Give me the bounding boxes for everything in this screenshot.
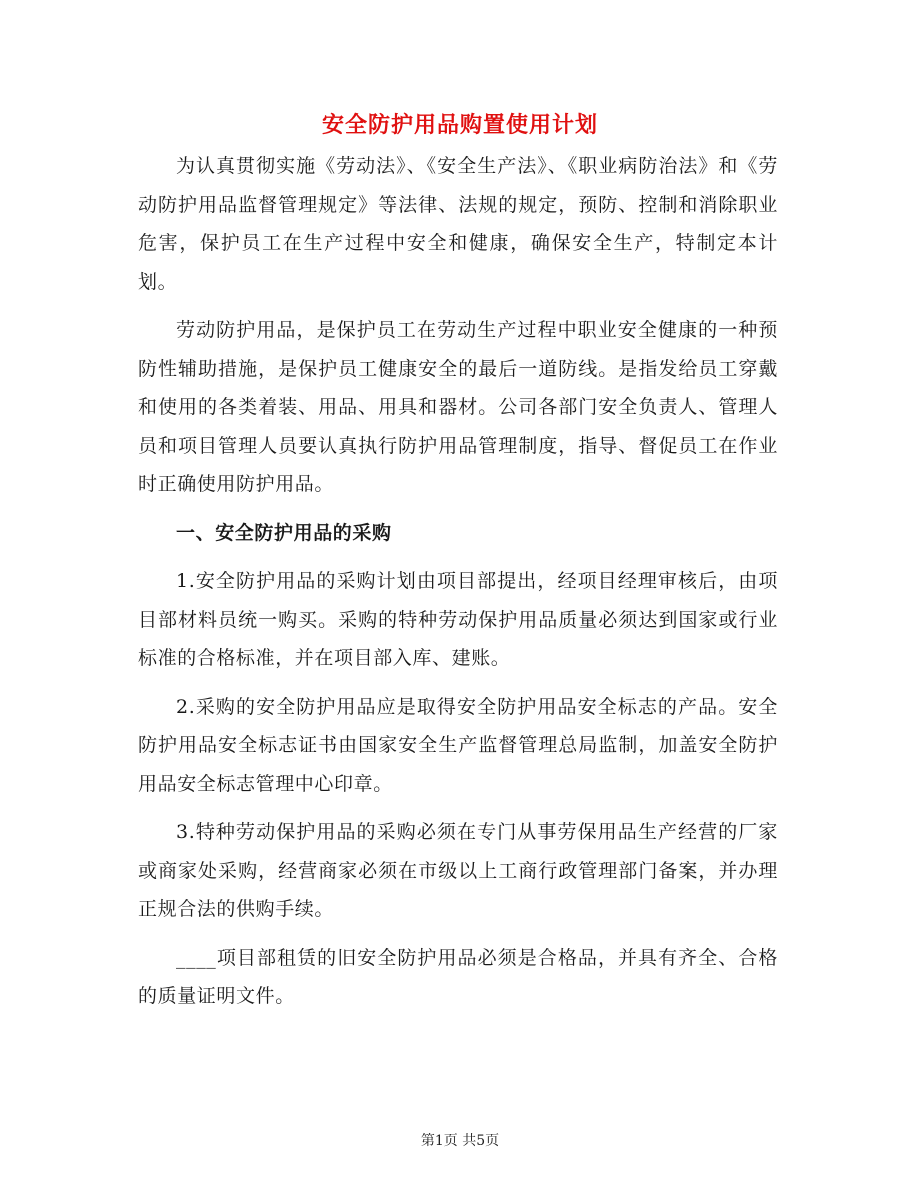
definition-paragraph: 劳动防护用品，是保护员工在劳动生产过程中职业安全健康的一种预防性辅助措施，是保护员工健康安全的最后一道防线。是指发给员工穿戴和使用的各类着装、用品、用具和器材。公司各部门安全负责人、管理人员和项目管理人员要认真执行防护用品管理制度，指导、督促员工在作业时正确使用防护用品。 bbox=[138, 319, 778, 495]
section-heading: 一、安全防护用品的采购 bbox=[176, 521, 392, 544]
list-item: 3.特种劳动保护用品的采购必须在专门从事劳保用品生产经营的厂家或商家处采购，经营商家必须在市级以上工商行政管理部门备案，并办理正规合法的供购手续。 bbox=[138, 821, 778, 920]
list-item: ____项目部租赁的旧安全防护用品必须是合格品，并具有齐全、合格的质量证明文件。 bbox=[138, 946, 778, 1007]
intro-paragraph: 为认真贯彻实施《劳动法》、《安全生产法》、《职业病防治法》和《劳动防护用品监督管理规定》等法律、法规的规定，预防、控制和消除职业危害，保护员工在生产过程中安全和健康，确保安全生产，特制定本计划。 bbox=[138, 155, 778, 293]
document-body bbox=[138, 147, 778, 1026]
page-number: 第1页 共5页 bbox=[420, 1133, 500, 1149]
document-title: 安全防护用品购置使用计划 bbox=[321, 112, 598, 138]
list-item: 2.采购的安全防护用品应是取得安全防护用品安全标志的产品。安全防护用品安全标志证书由国家安全生产监督管理总局监制，加盖安全防护用品安全标志管理中心印章。 bbox=[138, 695, 778, 795]
list-item: 1.安全防护用品的采购计划由项目部提出，经项目经理审核后，由项目部材料员统一购买。采购的特种劳动保护用品质量必须达到国家或行业标准的合格标准，并在项目部入库、建账。 bbox=[138, 570, 778, 669]
